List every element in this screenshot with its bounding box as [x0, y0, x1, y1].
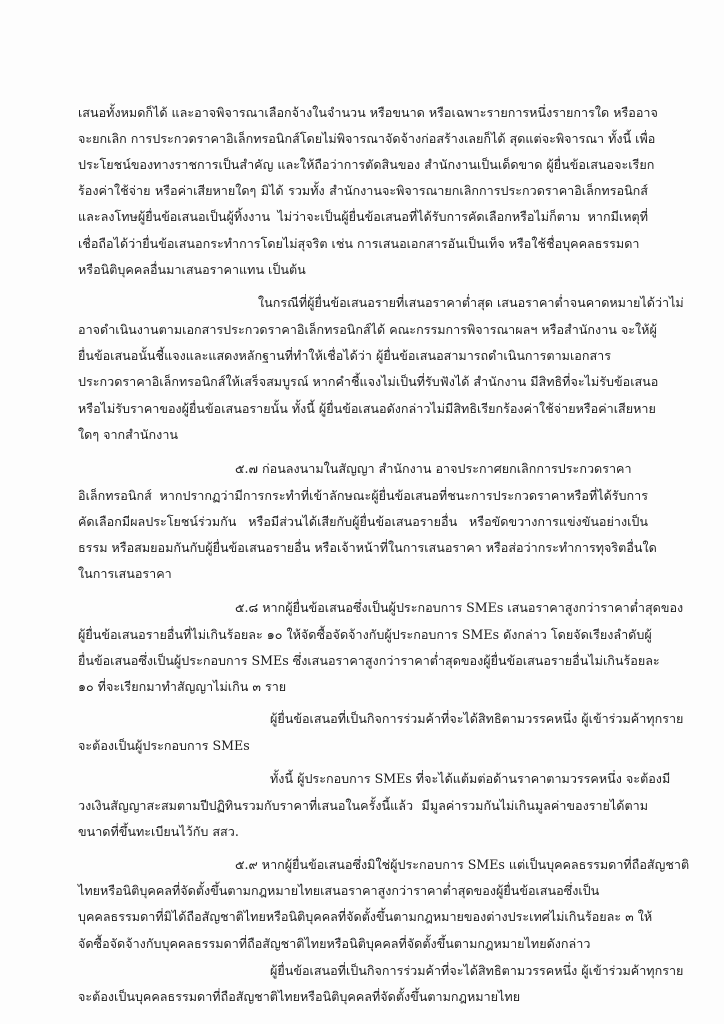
text-line-2: จะยกเลิก การประกวดราคาอิเล็กทรอนิกส์โดยไม่พิจารณาจัดจ้างก่อสร้างเลยก็ได้ สุดแต่จะพิจารณา ทั้งนี้ เพื่อ [78, 131, 656, 146]
text-line-17: ธรรม หรือสมยอมกันกับผู้ยื่นข้อเสนอรายอื่น หรือเจ้าหน้าที่ในการเสนอราคา หรือส่อว่ากระทำการทุจริตอื่นใด [78, 540, 657, 555]
text-line-25: ทั้งนี้ ผู้ประกอบการ SMEs ที่จะได้แต้มต่อด้านราคาตามวรรคหนึ่ง จะต้องมี [270, 771, 671, 786]
text-line-33: จะต้องเป็นบุคคลธรรมดาที่ถือสัญชาติไทยหรือนิติบุคคลที่จัดตั้งขึ้นตามกฎหมายไทย [78, 989, 521, 1004]
text-line-22: ๑๐ ที่จะเรียกมาทำสัญญาไม่เกิน ๓ ราย [78, 679, 287, 694]
text-line-4: ร้องค่าใช้จ่าย หรือค่าเสียหายใดๆ มิได้ รวมทั้ง สำนักงานจะพิจารณายกเลิกการประกวดราคาอิเล็กทรอนิกส์ [78, 183, 648, 198]
text-line-20: ผู้ยื่นข้อเสนอรายอื่นที่ไม่เกินร้อยละ ๑๐ ให้จัดซื้อจัดจ้างกับผู้ประกอบการ SMEs ดังกล่าว โดยจัดเรียงลำดับผู้ [78, 627, 652, 642]
text-line-26: วงเงินสัญญาสะสมตามปีปฏิทินรวมกับราคาที่เสนอในครั้งนี้แล้ว มีมูลค่ารวมกันไม่เกินมูลค่าของรายได้ตาม [78, 798, 648, 813]
text-line-24: จะต้องเป็นผู้ประกอบการ SMEs [78, 738, 250, 753]
section-5-7-line-1: ๕.๗ ก่อนลงนามในสัญญา สำนักงาน อาจประกาศยกเลิกการประกวดราคา [235, 461, 632, 476]
text-line-6: เชื่อถือได้ว่ายื่นข้อเสนอกระทำการโดยไม่สุจริต เช่น การเสนอเอกสารอันเป็นเท็จ หรือใช้ชื่อบุคคลธรรมดา [78, 236, 640, 251]
text-line-3: ประโยชน์ของทางราชการเป็นสำคัญ และให้ถือว่าการตัดสินของ สำนักงานเป็นเด็ดขาด ผู้ยื่นข้อเสนอจะเรียก [78, 157, 655, 172]
text-line-21: ยื่นข้อเสนอซึ่งเป็นผู้ประกอบการ SMEs ซึ่งเสนอราคาสูงกว่าราคาต่ำสุดของผู้ยื่นข้อเสนอรายอื่นไม่เกินร้อยละ [78, 653, 660, 668]
text-line-18: ในการเสนอราคา [78, 566, 172, 581]
section-5-8-line-1: ๕.๘ หากผู้ยื่นข้อเสนอซึ่งเป็นผู้ประกอบการ SMEs เสนอราคาสูงกว่าราคาต่ำสุดของ [235, 600, 684, 615]
text-line-23: ผู้ยื่นข้อเสนอที่เป็นกิจการร่วมค้าที่จะได้สิทธิตามวรรคหนึ่ง ผู้เข้าร่วมค้าทุกราย [270, 711, 684, 726]
text-line-7: หรือนิติบุคคลอื่นมาเสนอราคาแทน เป็นต้น [78, 262, 306, 277]
text-line-10: ยื่นข้อเสนอนั้นชี้แจงและแสดงหลักฐานที่ทำให้เชื่อได้ว่า ผู้ยื่นข้อเสนอสามารถดำเนินการตามเอกสาร [78, 348, 611, 363]
section-5-9-line-1: ๕.๙ หากผู้ยื่นข้อเสนอซึ่งมิใช่ผู้ประกอบการ SMEs แต่เป็นบุคคลธรรมดาที่ถือสัญชาติ [235, 857, 690, 872]
text-line-9: อาจดำเนินงานตามเอกสารประกวดราคาอิเล็กทรอนิกส์ได้ คณะกรรมการพิจารณาผลฯ หรือสำนักงาน จะให้ผู้ [78, 322, 657, 337]
text-line-31: จัดซื้อจัดจ้างกับบุคคลธรรมดาที่ถือสัญชาติไทยหรือนิติบุคคลที่จัดตั้งขึ้นตามกฎหมายไทยดังกล่าว [78, 936, 591, 951]
text-line-16: คัดเลือกมีผลประโยชน์ร่วมกัน หรือมีส่วนได้เสียกับผู้ยื่นข้อเสนอรายอื่น หรือขัดขวางการแข่งขันอย่างเป็น [78, 514, 648, 529]
text-line-29: ไทยหรือนิติบุคคลที่จัดตั้งขึ้นตามกฎหมายไทยเสนอราคาสูงกว่าราคาต่ำสุดของผู้ยื่นข้อเสนอซึ่งเป็น [78, 883, 600, 898]
text-line-1: เสนอทั้งหมดก็ได้ และอาจพิจารณาเลือกจ้างในจำนวน หรือขนาด หรือเฉพาะรายการหนึ่งรายการใด หรืออาจ [78, 105, 658, 120]
text-line-5: และลงโทษผู้ยื่นข้อเสนอเป็นผู้ทิ้งงาน ไม่ว่าจะเป็นผู้ยื่นข้อเสนอที่ได้รับการคัดเลือกหรือไม่ก็ตาม หากมีเหตุที่ [78, 209, 648, 224]
text-line-27: ขนาดที่ขึ้นทะเบียนไว้กับ สสว. [78, 824, 239, 839]
text-line-30: บุคคลธรรมดาที่มิได้ถือสัญชาติไทยหรือนิติบุคคลที่จัดตั้งขึ้นตามกฎหมายของต่างประเทศไม่เกินร้อยละ ๓ ให้ [78, 909, 653, 924]
text-line-32: ผู้ยื่นข้อเสนอที่เป็นกิจการร่วมค้าที่จะได้สิทธิตามวรรคหนึ่ง ผู้เข้าร่วมค้าทุกราย [270, 963, 684, 978]
text-line-12: หรือไม่รับราคาของผู้ยื่นข้อเสนอรายนั้น ทั้งนี้ ผู้ยื่นข้อเสนอดังกล่าวไม่มีสิทธิเรียกร้องค่าใช้จ่ายหรือค่าเสียหาย [78, 401, 656, 416]
text-line-8: ในกรณีที่ผู้ยื่นข้อเสนอรายที่เสนอราคาต่ำสุด เสนอราคาต่ำจนคาดหมายได้ว่าไม่ [258, 295, 684, 310]
text-line-13: ใดๆ จากสำนักงาน [78, 427, 178, 442]
text-line-15: อิเล็กทรอนิกส์ หากปรากฏว่ามีการกระทำที่เข้าลักษณะผู้ยื่นข้อเสนอที่ชนะการประกวดราคาหรือที่ได้รับการ [78, 488, 648, 503]
text-line-11: ประกวดราคาอิเล็กทรอนิกส์ให้เสร็จสมบูรณ์ หากคำชี้แจงไม่เป็นที่รับฟังได้ สำนักงาน มีสิทธิที่จะไม่รับข้อเสนอ [78, 374, 659, 389]
